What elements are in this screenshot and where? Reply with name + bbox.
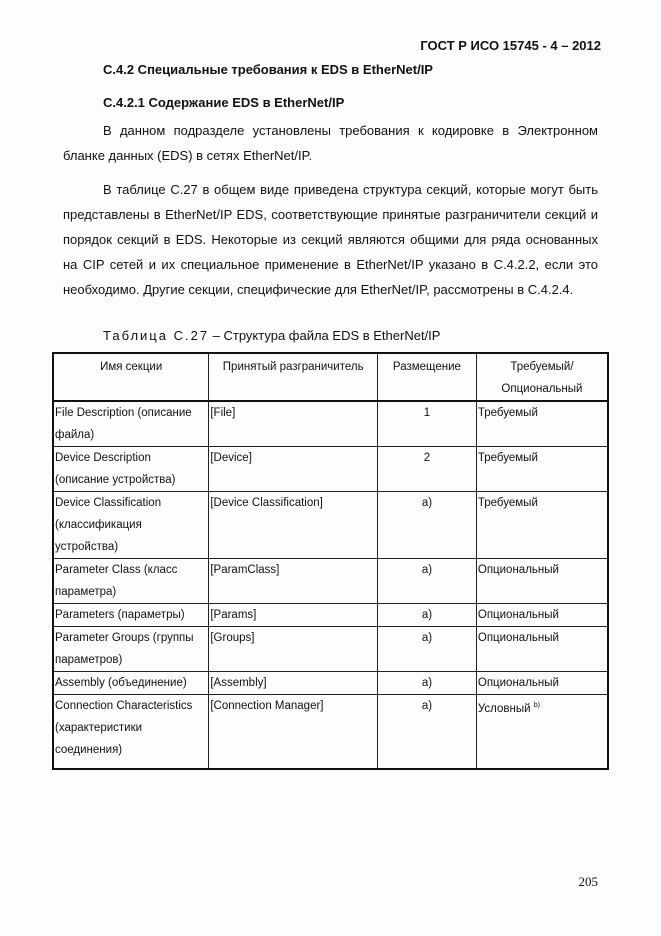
cell-placement-text: 1 [423,407,431,419]
cell-section-name [53,695,209,769]
cell-delimiter-text: [ParamClass] [210,564,280,576]
cell-section-name [53,492,209,559]
cell-required-text: Опциональный [477,609,559,621]
table-body [53,401,608,769]
cell-required [476,447,608,492]
cell-delimiter-text: [Params] [210,609,257,621]
cell-delimiter-text: [File] [210,407,236,419]
cell-required [476,627,608,672]
cell-delimiter-text: [Connection Manager] [210,700,324,712]
cell-section-name [53,559,209,604]
table-caption [103,328,440,343]
cell-delimiter-text: [Assembly] [210,677,267,689]
cell-required [476,672,608,695]
paragraph-intro: В данном подразделе установлены требования к кодировке в Электронном бланке данных (EDS) в сетях EtherNet/IP. [63,123,598,163]
cell-required-text: Условный [477,702,531,715]
section-title: C.4.2 Специальные требования к EDS в EtherNet/IP [103,62,433,77]
cell-required-text: Требуемый [477,407,538,419]
cell-section-name-text: File Description (описание файла) [55,407,192,441]
cell-required [476,559,608,604]
page-number: 205 [578,874,598,889]
cell-section-name [53,604,209,627]
cell-delimiter-text: [Device Classification] [210,497,323,509]
cell-placement-text: a) [421,609,433,621]
cell-section-name [53,627,209,672]
cell-placement-text: 2 [423,452,431,464]
cell-placement [378,559,477,604]
cell-section-name-text: Parameter Class (класс параметра) [55,564,178,598]
cell-delimiter [209,627,378,672]
cell-delimiter [209,447,378,492]
cell-placement-text: a) [421,700,433,712]
cell-delimiter [209,604,378,627]
cell-placement [378,401,477,447]
cell-section-name-text: Connection Characteristics (характеристики соединения) [55,700,193,756]
header-placement: Размещение [378,353,477,401]
eds-structure-table [52,352,609,770]
table-row [53,492,608,559]
cell-section-name-text: Device Classification (классификация устройства) [55,497,162,553]
table-row [53,604,608,627]
table-caption-text: – Структура файла EDS в EtherNet/IP [209,328,441,343]
cell-placement [378,627,477,672]
table-row [53,627,608,672]
cell-required-text: Требуемый [477,452,538,464]
cell-section-name [53,447,209,492]
cell-required [476,492,608,559]
header-required: Требуемый/ Опциональный [476,353,608,401]
footnote-marker: b) [533,702,540,709]
cell-delimiter-text: [Groups] [210,632,255,644]
cell-required [476,695,608,769]
cell-placement-text: a) [421,677,433,689]
cell-section-name [53,672,209,695]
cell-placement-text: a) [421,564,433,576]
cell-placement [378,695,477,769]
table-row [53,447,608,492]
cell-delimiter [209,672,378,695]
cell-required [476,401,608,447]
cell-delimiter-text: [Device] [210,452,252,464]
cell-required [476,604,608,627]
table-row [53,559,608,604]
document-header: ГОСТ Р ИСО 15745 - 4 – 2012 [420,38,601,53]
cell-delimiter [209,401,378,447]
table-header-row [53,353,608,401]
header-delimiter: Принятый разграничитель [209,353,378,401]
cell-required-text: Опциональный [477,677,559,689]
cell-delimiter [209,559,378,604]
table-caption-label: Таблица C.27 [103,328,210,343]
cell-delimiter [209,492,378,559]
cell-placement [378,447,477,492]
cell-section-name-text: Assembly (объединение) [55,677,187,689]
cell-delimiter [209,695,378,769]
table-row [53,695,608,769]
cell-section-name-text: Parameters (параметры) [55,609,185,621]
cell-placement [378,492,477,559]
table-row [53,672,608,695]
subsection-title: C.4.2.1 Содержание EDS в EtherNet/IP [103,95,345,110]
cell-section-name-text: Parameter Groups (группы параметров) [55,632,194,666]
cell-placement-text: a) [421,632,433,644]
cell-section-name-text: Device Description (описание устройства) [55,452,176,486]
table-row [53,401,608,447]
cell-required-text: Опциональный [477,632,559,644]
cell-placement [378,604,477,627]
cell-placement [378,672,477,695]
paragraph-structure: В таблице C.27 в общем виде приведена структура секций, которые могут быть представлены в EtherNet/IP EDS, соответствующие принятые разграничители секций и порядок секций в EDS. Некоторые из секций являются общими для ряда основанных на CIP сетей и их специальное применение в EtherNet/IP указано в C.4.2.2, если это необходимо. Другие секции, специфические для EtherNet/IP, рассмотрены в C.4.2.4. [63,182,598,297]
cell-required-text: Требуемый [477,497,538,509]
cell-placement-text: a) [421,497,433,509]
cell-section-name [53,401,209,447]
cell-required-text: Опциональный [477,564,559,576]
header-section-name: Имя секции [53,353,209,401]
